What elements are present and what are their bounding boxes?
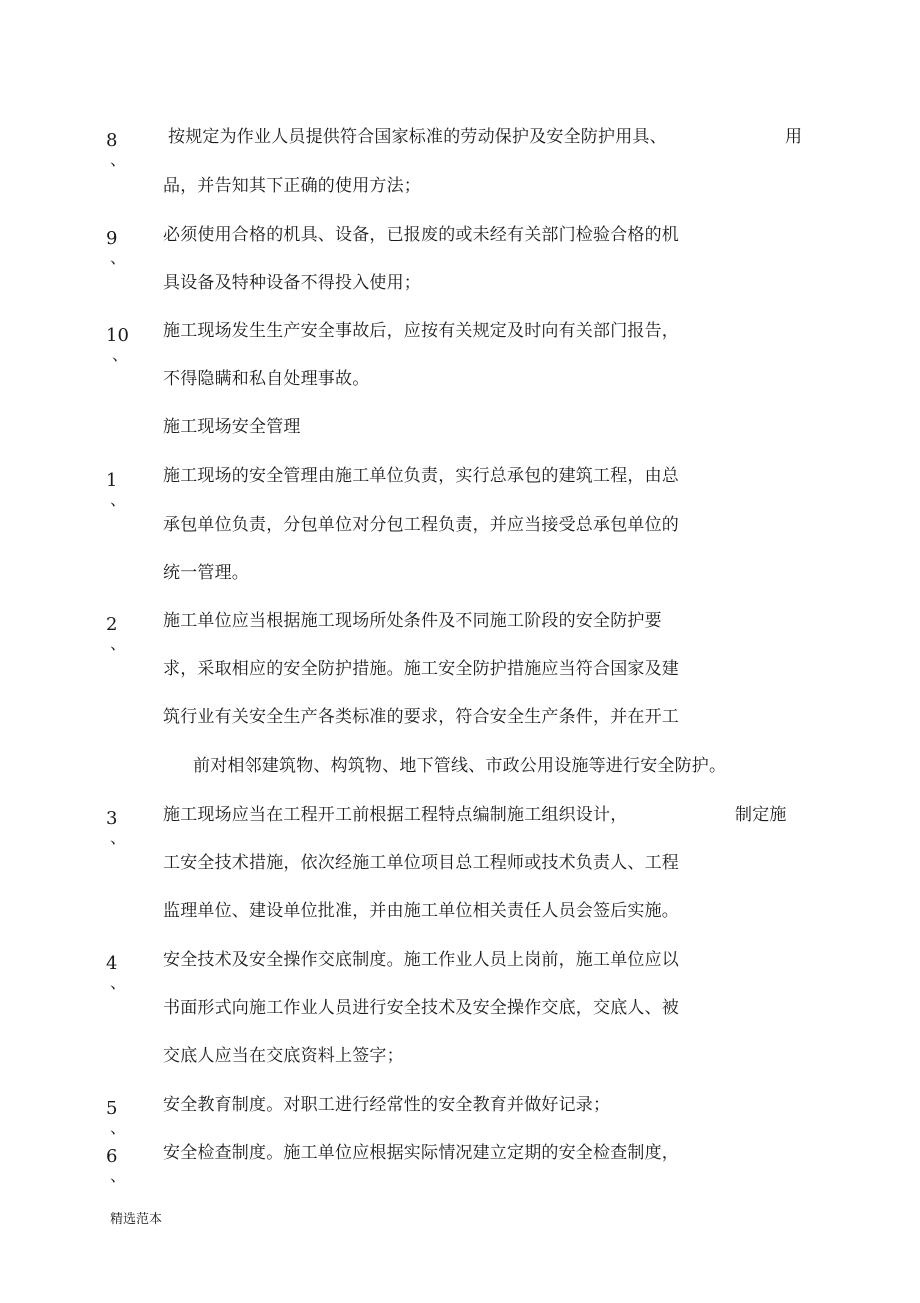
item-2-line-4: 前对相邻建筑物、构筑物、地下管线、市政公用设施等进行安全防护。 xyxy=(193,756,727,776)
page-footer: 精选范本 xyxy=(110,1212,163,1227)
item-3-mark: 、 xyxy=(110,828,127,847)
item-8-line-1: 按规定为作业人员提供符合国家标准的劳动保护及安全防护用具、 xyxy=(168,127,667,147)
item-3-line-1: 施工现场应当在工程开工前根据工程特点编制施工组织设计， xyxy=(163,805,628,825)
item-8-tail: 用 xyxy=(785,127,803,147)
item-3-line-2: 工安全技术措施，依次经施工单位项目总工程师或技术负责人、工程 xyxy=(163,853,679,873)
item-2-line-2: 求，采取相应的安全防护措施。施工安全防护措施应当符合国家及建 xyxy=(163,659,679,679)
item-3-number: 3 xyxy=(106,808,118,829)
item-4-line-2: 书面形式向施工作业人员进行安全技术及安全操作交底，交底人、被 xyxy=(163,998,679,1018)
item-1-mark: 、 xyxy=(110,490,127,509)
item-1-line-2: 承包单位负责，分包单位对分包工程负责，并应当接受总承包单位的 xyxy=(163,515,679,535)
item-5-number: 5 xyxy=(106,1098,118,1119)
item-9-number: 9 xyxy=(106,228,118,249)
item-4-line-3: 交底人应当在交底资料上签字； xyxy=(163,1046,404,1066)
item-4-number: 4 xyxy=(106,953,118,974)
item-1-number: 1 xyxy=(106,470,118,491)
item-6-mark: 、 xyxy=(110,1166,127,1185)
item-8-mark: 、 xyxy=(110,150,127,169)
item-4-line-1: 安全技术及安全操作交底制度。施工作业人员上岗前，施工单位应以 xyxy=(163,950,679,970)
item-3-line-3: 监理单位、建设单位批准，并由施工单位相关责任人员会签后实施。 xyxy=(163,901,679,921)
item-2-line-1: 施工单位应当根据施工现场所处条件及不同施工阶段的安全防护要 xyxy=(163,611,662,631)
item-10-number: 10 xyxy=(106,325,129,346)
item-9-line-2: 具设备及特种设备不得投入使用； xyxy=(163,273,421,293)
item-6-number: 6 xyxy=(106,1146,118,1167)
item-5-line-1: 安全教育制度。对职工进行经常性的安全教育并做好记录； xyxy=(163,1095,611,1115)
item-1-line-3: 统一管理。 xyxy=(163,563,249,583)
item-5-mark: 、 xyxy=(110,1118,127,1137)
section-heading: 施工现场安全管理 xyxy=(163,417,301,437)
item-9-mark: 、 xyxy=(110,248,127,267)
item-10-mark: 、 xyxy=(112,345,129,364)
item-2-line-3: 筑行业有关安全生产各类标准的要求，符合安全生产条件，并在开工 xyxy=(163,707,679,727)
item-8-line-2: 品，并告知其下正确的使用方法； xyxy=(163,176,421,196)
item-9-line-1: 必须使用合格的机具、设备，已报废的或未经有关部门检验合格的机 xyxy=(163,225,679,245)
item-6-line-1: 安全检查制度。施工单位应根据实际情况建立定期的安全检查制度， xyxy=(163,1143,679,1163)
item-1-line-1: 施工现场的安全管理由施工单位负责，实行总承包的建筑工程，由总 xyxy=(163,466,679,486)
item-10-line-1: 施工现场发生生产安全事故后，应按有关规定及时向有关部门报告， xyxy=(163,321,679,341)
item-3-tail: 制定施 xyxy=(735,805,787,825)
item-10-line-2: 不得隐瞒和私自处理事故。 xyxy=(163,369,370,389)
item-2-number: 2 xyxy=(106,614,118,635)
item-4-mark: 、 xyxy=(110,973,127,992)
item-8-number: 8 xyxy=(106,130,118,151)
item-2-mark: 、 xyxy=(110,634,127,653)
